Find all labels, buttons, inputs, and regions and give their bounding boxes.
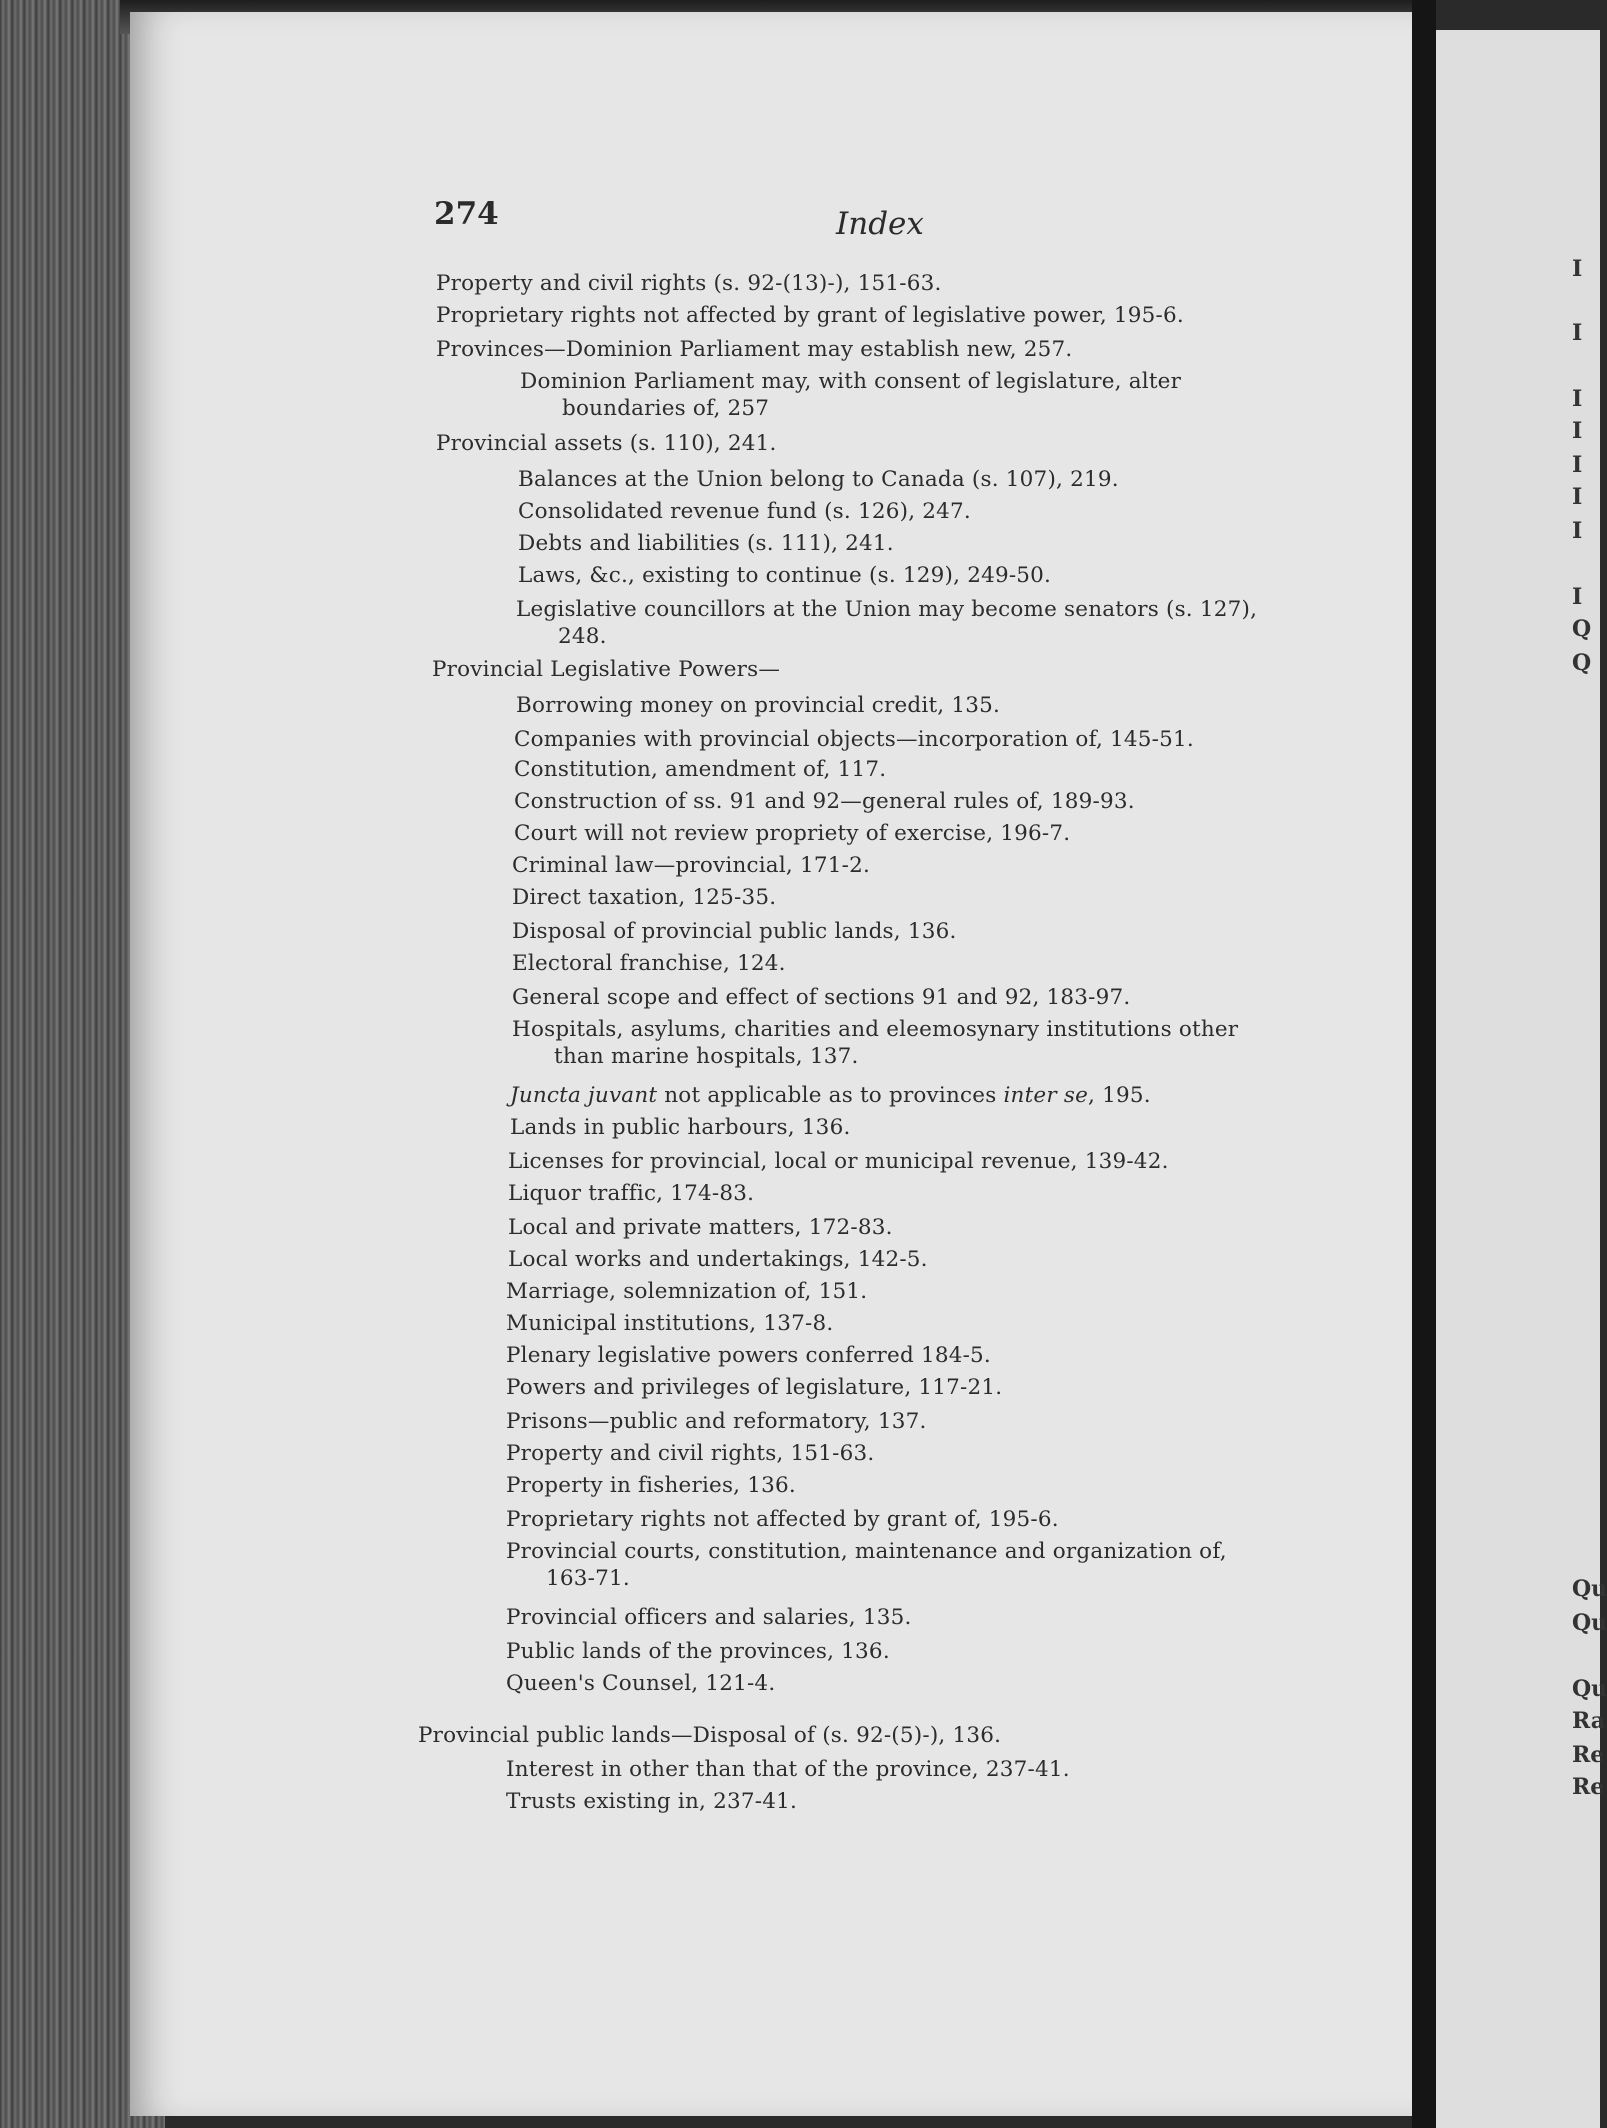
index-subentry: Queen's Counsel, 121-4. (506, 1671, 776, 1696)
index-subentry: Provincial officers and salaries, 135. (506, 1605, 912, 1630)
index-subentry: Marriage, solemnization of, 151. (506, 1279, 868, 1304)
facing-page-fragment: I (1572, 256, 1583, 282)
entry-line: Provincial courts, constitution, maintenance and organization of, (506, 1539, 1227, 1564)
index-entry: Provincial assets (s. 110), 241. (436, 431, 777, 456)
index-subentry: Debts and liabilities (s. 111), 241. (518, 531, 894, 556)
index-entry: Proprietary rights not affected by grant of legislative power, 195-6. (436, 303, 1184, 328)
index-subentry: Public lands of the provinces, 136. (506, 1639, 890, 1664)
facing-page-fragment: Ra (1572, 1708, 1606, 1734)
index-subentry: General scope and effect of sections 91 and 92, 183-97. (512, 985, 1131, 1010)
index-subentry: Licenses for provincial, local or municipal revenue, 139-42. (508, 1149, 1169, 1174)
facing-page-fragment: Q (1572, 616, 1592, 642)
index-subentry: Direct taxation, 125-35. (512, 885, 777, 910)
entry-continuation: than marine hospitals, 137. (554, 1044, 859, 1069)
index-subentry (510, 1082, 1151, 1109)
facing-page-fragment: Qu (1572, 1576, 1607, 1602)
entry-text: not applicable as to provinces (657, 1083, 1004, 1108)
index-subentry: Liquor traffic, 174-83. (508, 1181, 755, 1206)
entry-continuation: 163-71. (546, 1566, 630, 1591)
entry-continuation: boundaries of, 257 (562, 396, 770, 421)
facing-page-fragment: Re (1572, 1742, 1605, 1768)
index-subentry: Property in fisheries, 136. (506, 1473, 796, 1498)
index-subentry: Lands in public harbours, 136. (510, 1115, 851, 1140)
index-subentry (516, 596, 1324, 650)
index-subentry: Local works and undertakings, 142-5. (508, 1247, 928, 1272)
index-entry: Provinces—Dominion Parliament may establish new, 257. (436, 337, 1073, 362)
facing-page-fragment: I (1572, 320, 1583, 346)
index-subentry: Construction of ss. 91 and 92—general rules of, 189-93. (514, 789, 1135, 814)
entry-line: Dominion Parliament may, with consent of legislature, alter (520, 369, 1182, 394)
facing-page-fragment: Qu (1572, 1610, 1607, 1636)
index-subentry: Prisons—public and reformatory, 137. (506, 1409, 927, 1434)
index-subentry: Laws, &c., existing to continue (s. 129), 249-50. (518, 563, 1052, 588)
index-subentry: Plenary legislative powers conferred 184-5. (506, 1343, 991, 1368)
index-subentry: Companies with provincial objects—incorporation of, 145-51. (514, 727, 1194, 752)
facing-page-fragment: I (1572, 484, 1583, 510)
index-subentry: Constitution, amendment of, 117. (514, 757, 887, 782)
running-head: Index (836, 206, 924, 242)
index-entry: Provincial public lands—Disposal of (s. 92-(5)-), 136. (418, 1723, 1002, 1748)
index-subentry: Balances at the Union belong to Canada (s. 107), 219. (518, 467, 1119, 492)
index-subentry: Disposal of provincial public lands, 136. (512, 919, 957, 944)
index-subentry: Consolidated revenue fund (s. 126), 247. (518, 499, 971, 524)
facing-page-fragment: Qu (1572, 1676, 1607, 1702)
index-subentry (520, 368, 1318, 422)
index-subentry: Interest in other than that of the province, 237-41. (506, 1757, 1070, 1782)
latin-term: Juncta juvant (510, 1083, 658, 1108)
index-subentry: Borrowing money on provincial credit, 135. (516, 693, 1001, 718)
index-subentry: Criminal law—provincial, 171-2. (512, 853, 870, 878)
index-entry: Property and civil rights (s. 92-(13)-), 151-63. (436, 271, 942, 296)
page-gutter (1412, 0, 1436, 2128)
index-subentry: Trusts existing in, 237-41. (506, 1789, 798, 1814)
facing-page-fragment: I (1572, 452, 1583, 478)
index-subentry: Powers and privileges of legislature, 117-21. (506, 1375, 1003, 1400)
entry-text: , 195. (1088, 1083, 1151, 1108)
index-subentry: Property and civil rights, 151-63. (506, 1441, 875, 1466)
facing-page-fragment: Q (1572, 650, 1592, 676)
index-subentry: Municipal institutions, 137-8. (506, 1311, 834, 1336)
facing-page-fragment: I (1572, 584, 1583, 610)
facing-page-fragment: Re (1572, 1774, 1605, 1800)
latin-term: inter se (1003, 1083, 1089, 1108)
index-subentry: Court will not review propriety of exercise, 196-7. (514, 821, 1071, 846)
entry-line: Legislative councillors at the Union may become senators (s. 127), (516, 597, 1258, 622)
index-subentry (506, 1538, 1304, 1592)
entry-line: Hospitals, asylums, charities and eleemosynary institutions other (512, 1017, 1239, 1042)
entry-continuation: 248. (558, 624, 607, 649)
index-subentry: Local and private matters, 172-83. (508, 1215, 893, 1240)
facing-page-fragment: I (1572, 386, 1583, 412)
index-subentry: Electoral franchise, 124. (512, 951, 786, 976)
facing-page-fragment: I (1572, 418, 1583, 444)
index-subentry (512, 1016, 1310, 1070)
facing-page-fragment: I (1572, 518, 1583, 544)
index-entry: Provincial Legislative Powers— (432, 657, 781, 682)
page-number: 274 (434, 196, 499, 232)
index-subentry: Proprietary rights not affected by grant of, 195-6. (506, 1507, 1059, 1532)
